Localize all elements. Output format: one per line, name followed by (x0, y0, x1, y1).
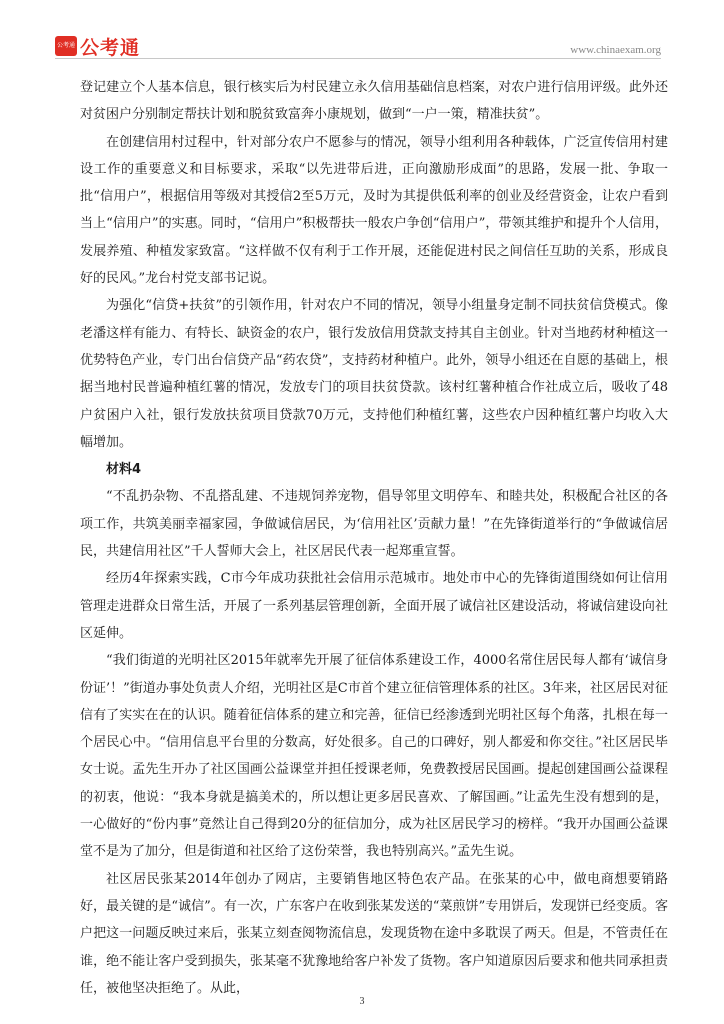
paragraph-3: 为强化“信贷+扶贫”的引领作用，针对农户不同的情况，领导小组量身定制不同扶贫信贷模式。像老潘这样有能力、有特长、缺资金的农户，银行发放信用贷款支持其自主创业。针对当地药材种植这一优势特色产业，专门出台信贷产品“药农贷”，支持药材种植户。此外，领导小组还在自愿的基础上，根据当地村民普遍种植红薯的情况，发放专门的项目扶贫贷款。该村红薯种植合作社成立后，吸收了48户贫困户入社，银行发放扶贫项目贷款70万元，支持他们种植红薯，这些农户因种植红薯户均收入大幅增加。 (80, 298, 668, 450)
logo-text: 公考通 (80, 37, 141, 59)
document-body (80, 74, 668, 1002)
section-heading-material-4: 材料4 (106, 462, 142, 478)
page-header (0, 0, 724, 70)
logo-badge: 公考通 (55, 36, 77, 56)
paragraph-1: 登记建立个人基本信息，银行核实后为村民建立永久信用基础信息档案，对农户进行信用评级。此外还对贫困户分别制定帮扶计划和脱贫致富奔小康规划，做到“一户一策，精准扶贫”。 (80, 80, 668, 123)
page-number: 3 (359, 996, 365, 1007)
paragraph-4: “不乱扔杂物、不乱搭乱建、不违规饲养宠物，倡导邻里文明停车、和睦共处，积极配合社区的各项工作，共筑美丽幸福家园，争做诚信居民，为‘信用社区’贡献力量！”在先锋街道举行的“争做诚信居民，共建信用社区”千人誓师大会上，社区居民代表一起郑重宣誓。 (80, 489, 668, 560)
paragraph-7: 社区居民张某2014年创办了网店，主要销售地区特色农产品。在张某的心中，做电商想要销路好，最关键的是“诚信”。有一次，广东客户在收到张某发送的“菜煎饼”专用饼后，发现饼已经变质。客户把这一问题反映过来后，张某立刻查阅物流信息，发现货物在途中多耽误了两天。但是，不管责任在谁，绝不能让客户受到损失，张某毫不犹豫地给客户补发了货物。客户知道原因后要求和他共同承担责任，被他坚决拒绝了。从此， (80, 871, 668, 996)
site-url: www.chinaexam.org (570, 44, 661, 56)
paragraph-5: 经历4年探索实践，C市今年成功获批社会信用示范城市。地处市中心的先锋街道围绕如何让信用管理走进群众日常生活，开展了一系列基层管理创新，全面开展了诚信社区建设活动，将诚信建设向社区延伸。 (80, 571, 668, 641)
paragraph-2: 在创建信用村过程中，针对部分农户不愿参与的情况，领导小组利用各种载体，广泛宣传信用村建设工作的重要意义和目标要求，采取“以先进带后进，正向激励形成面”的思路，发展一批、争取一批“信用户”，根据信用等级对其授信2至5万元，及时为其提供低利率的创业及经营资金，让农户看到当上“信用户”的实惠。同时，“信用户”积极帮扶一般农户争创“信用户”，带领其维护和提升个人信用，发展养殖、种植发家致富。“这样做不仅有利于工作开展，还能促进村民之间信任互助的关系，形成良好的民风。”龙台村党支部书记说。 (80, 134, 668, 287)
header-divider (55, 58, 661, 59)
paragraph-6: “我们街道的光明社区2015年就率先开展了征信体系建设工作，4000名常住居民每人都有‘诚信身份证’！”街道办事处负责人介绍，光明社区是C市首个建立征信管理体系的社区。3年来，社区居民对征信有了实实在在的认识。随着征信体系的建立和完善，征信已经渗透到光明社区每个角落，扎根在每一个居民心中。“信用信息平台里的分数高，好处很多。自己的口碑好，别人都爱和你交往。”社区居民毕女士说。孟先生开办了社区国画公益课堂并担任授课老师，免费教授居民国画。提起创建国画公益课程的初衷，他说：“我本身就是搞美术的，所以想让更多居民喜欢、了解国画。”让孟先生没有想到的是，一心做好的“份内事”竟然让自己得到20分的征信加分，成为社区居民学习的榜样。“我开办国画公益课堂不是为了加分，但是街道和社区给了这份荣誉，我也特别高兴。”孟先生说。 (80, 653, 668, 860)
